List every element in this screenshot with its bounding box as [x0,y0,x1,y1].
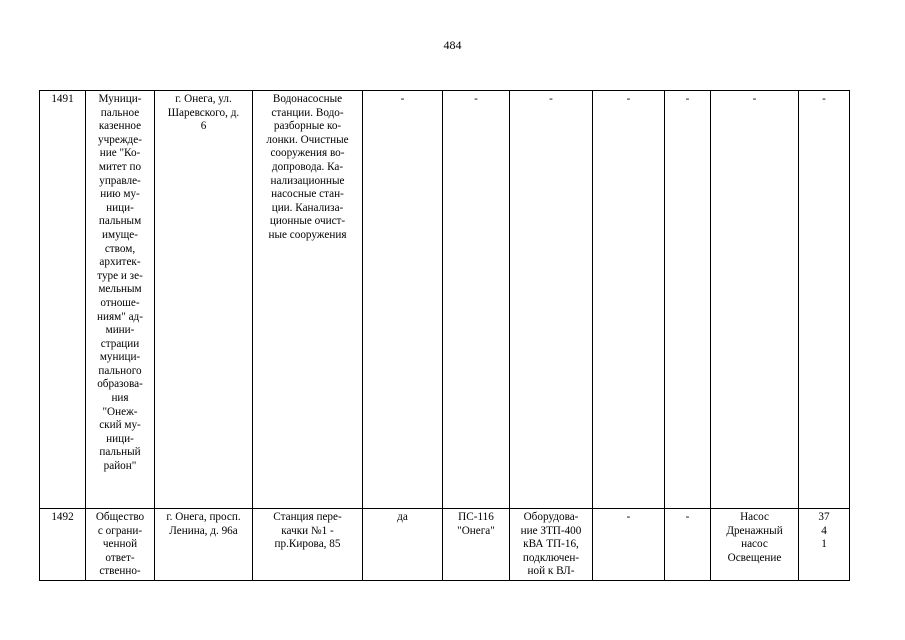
cell-line: насосные стан- [271,188,344,201]
cell-line: подключен- [522,551,580,564]
cell-line: "Онеж- [102,405,138,418]
cell-line: ченной [102,538,138,551]
cell-line: ные сооружения [268,228,347,241]
registry-table [39,90,850,581]
cell-line: 37 [818,511,830,523]
page-number: 484 [443,38,462,52]
cell-line: Оборудова- [523,511,579,523]
cell-line: отноше- [100,296,140,309]
cell-col5 [363,91,443,509]
cell-line: Станция пере- [273,511,342,523]
cell-line: ционные очист- [269,215,346,228]
cell-line: кВА ТП-16, [523,538,579,551]
cell-line: - [474,93,478,105]
cell-line: пальным [98,215,142,228]
cell-object [253,509,363,581]
cell-line: 4 [821,524,827,537]
cell-line: управле- [99,174,141,187]
cell-line: муници- [99,351,141,364]
cell-line: насос [741,538,768,551]
cell-line: Общество [95,511,145,523]
cell-line: - [626,93,631,105]
cell-line: ници- [106,432,134,445]
cell-line: станции. Водо- [271,106,344,119]
cell-line: сооружения во- [270,147,345,160]
cell-col7 [510,509,593,581]
cell-line: ством, [104,242,136,255]
cell-line: туре и зе- [97,269,143,282]
cell-line: Насос [740,511,769,523]
cell-line: пальное [100,106,140,119]
cell-col6 [443,509,510,581]
cell-col11 [799,509,850,581]
cell-line: Освещение [727,551,782,564]
cell-line: - [822,93,826,105]
cell-line: пальный [99,446,141,459]
cell-number: 1491 [40,91,86,509]
cell-number: 1492 [40,509,86,581]
cell-owner [86,91,155,509]
cell-line: г. Онега, ул. [175,93,232,105]
cell-line: ский му- [99,419,141,432]
cell-line: ние "Ко- [99,147,141,160]
cell-col11 [799,91,850,509]
cell-line: ния [111,392,129,405]
cell-line: нию му- [100,188,140,201]
table-row [40,509,850,581]
cell-line: Дренажный [726,524,783,537]
cell-line: ПС-116 [458,511,494,523]
cell-line: ции. Канализа- [271,201,344,214]
cell-line: - [626,511,631,523]
cell-line: 6 [200,120,207,133]
cell-col9 [665,91,711,509]
cell-line: - [685,93,690,105]
cell-line: Шаревского, д. [167,106,240,119]
cell-line: пального [98,364,142,377]
cell-line: район" [103,460,137,473]
cell-line: митет по [98,160,142,173]
cell-line: г. Онега, просп. [166,511,241,523]
cell-line: ственно- [99,565,141,578]
cell-line: ответ- [105,551,135,564]
cell-line: Муници- [98,93,142,105]
cell-col8 [593,509,665,581]
cell-col7 [510,91,593,509]
cell-line: мини- [105,324,135,337]
cell-line: образова- [97,378,143,391]
cell-object [253,91,363,509]
cell-address [155,509,253,581]
cell-line: архитек- [99,256,141,269]
cell-line: - [549,93,553,105]
cell-line: разборные ко- [273,120,342,133]
cell-line: лонки. Очистные [266,133,349,146]
cell-line: ници- [106,201,134,214]
cell-line: Ленина, д. 96а [169,524,238,537]
cell-line: мельным [98,283,142,296]
cell-line: учрежде- [98,133,142,146]
cell-line: "Онега" [457,524,495,537]
cell-line: с ограни- [97,524,143,537]
cell-line: казенное [98,120,142,133]
cell-line: - [685,511,690,523]
cell-line: ной к ВЛ- [527,565,575,578]
cell-line: ние ЗТП-400 [520,524,582,537]
cell-line: - [400,93,405,105]
cell-col10 [711,91,799,509]
cell-col9 [665,509,711,581]
cell-line: допровода. Ка- [271,160,344,173]
cell-col6 [443,91,510,509]
cell-col8 [593,91,665,509]
cell-line: нализационные [270,174,345,187]
cell-owner [86,509,155,581]
cell-line: страции [100,337,140,350]
table-row [40,91,850,509]
cell-line: Водонасосные [272,93,343,105]
cell-col10 [711,509,799,581]
cell-line: пр.Кирова, 85 [274,538,341,551]
cell-line: 1 [821,538,827,551]
cell-address [155,91,253,509]
cell-line: имуще- [102,228,138,241]
cell-line: - [752,93,757,105]
cell-line: ниям" ад- [97,310,143,323]
cell-col5 [363,509,443,581]
cell-line: да [397,511,408,523]
cell-line: качки №1 - [281,524,334,537]
